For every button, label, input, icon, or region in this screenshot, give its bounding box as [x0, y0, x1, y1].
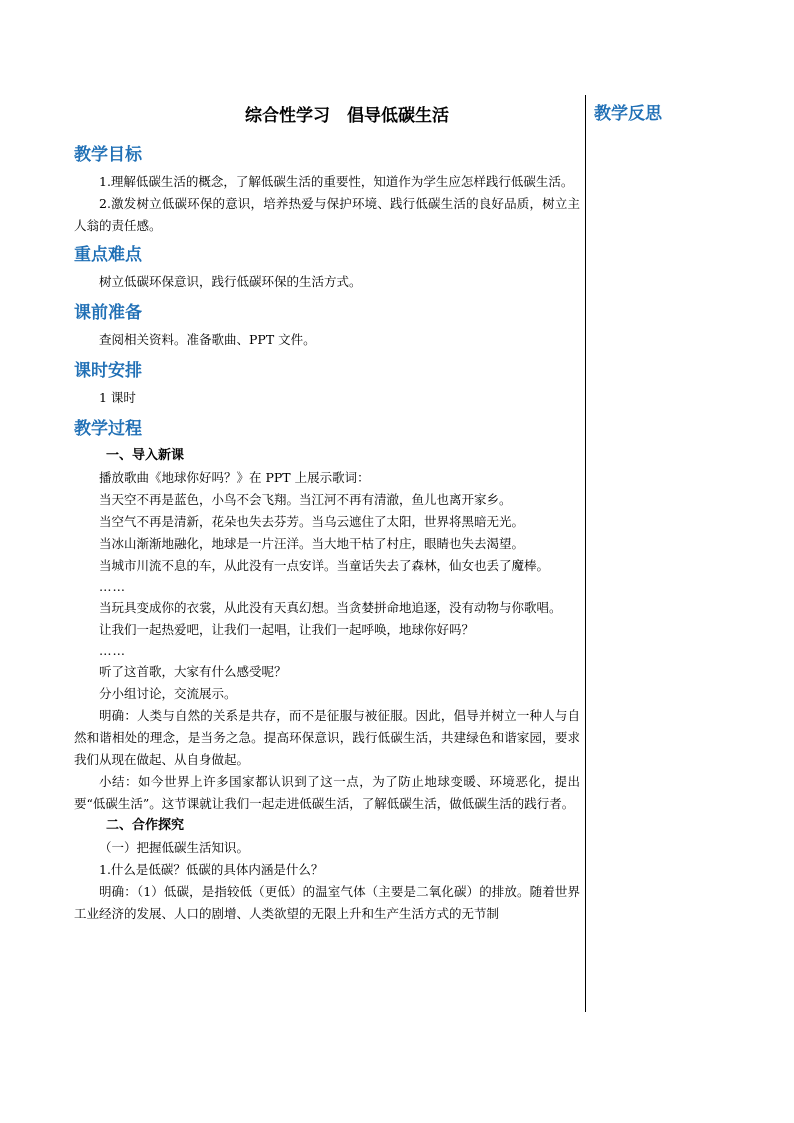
subheading-intro: 一、导入新课: [106, 448, 185, 463]
process-line: 1.什么是低碳？低碳的具体内涵是什么？: [99, 862, 324, 877]
section-heading-key-points: 重点难点: [74, 245, 142, 265]
section-heading-schedule: 课时安排: [74, 361, 142, 381]
lyric-line: 当城市川流不息的车，从此没有一点安详。当童话失去了森林，仙女也丢了魔棒。: [99, 558, 550, 573]
process-line: 播放歌曲《地球你好吗？》在 PPT 上展示歌词：: [99, 470, 370, 485]
section-heading-goals: 教学目标: [74, 145, 142, 165]
section-heading-process: 教学过程: [74, 419, 142, 439]
lesson-plan-body: [74, 100, 580, 1012]
lyric-line: 当空气不再是清新，花朵也失去芬芳。当乌云遮住了太阳，世界将黑暗无光。: [99, 514, 525, 529]
reflection-title: 教学反思: [594, 104, 662, 124]
column-divider: [585, 95, 586, 1012]
reflection-column: [594, 102, 754, 126]
process-line: 听了这首歌，大家有什么感受呢？: [99, 664, 287, 679]
process-line: 分小组讨论，交流展示。: [99, 686, 237, 701]
lyric-line: 当天空不再是蓝色，小鸟不会飞翔。当江河不再有清澈，鱼儿也离开家乡。: [99, 492, 512, 507]
process-line: 明确：（1）低碳，是指较低（更低）的温室气体（主要是二氧化碳）的排放。随着世界工业经济的发展、人口的剧增、人类欲望的无限上升和生产生活方式的无节制: [74, 884, 580, 921]
goals-paragraph-1: 1.理解低碳生活的概念，了解低碳生活的重要性，知道作为学生应怎样践行低碳生活。: [99, 174, 574, 189]
ellipsis: ……: [99, 579, 126, 594]
process-line: （一）把握低碳生活知识。: [99, 840, 250, 855]
document-title: 综合性学习 倡导低碳生活: [245, 106, 449, 126]
key-points-paragraph: 树立低碳环保意识，践行低碳环保的生活方式。: [99, 274, 362, 289]
schedule-paragraph: 1 课时: [99, 390, 136, 405]
lyric-line: 当玩具变成你的衣裳，从此没有天真幻想。当贪婪拼命地追逐，没有动物与你歌唱。: [99, 600, 562, 615]
subheading-cooperative-inquiry: 二、合作探究: [106, 818, 185, 833]
process-line: 小结：如今世界上许多国家都认识到了这一点，为了防止地球变暖、环境恶化，提出要“低碳生活”。这节课就让我们一起走进低碳生活，了解低碳生活，做低碳生活的践行者。: [74, 774, 580, 811]
process-line: 明确：人类与自然的关系是共存，而不是征服与被征服。因此，倡导并树立一种人与自然和谐相处的理念，是当务之急。提高环保意识，践行低碳生活，共建绿色和谐家园，要求我们从现在做起、从自身做起。: [74, 708, 580, 767]
lyric-line: 让我们一起热爱吧，让我们一起唱，让我们一起呼唤，地球你好吗？: [99, 622, 475, 637]
preparation-paragraph: 查阅相关资料。准备歌曲、PPT 文件。: [99, 332, 316, 347]
goals-paragraph-2: 2.激发树立低碳环保的意识，培养热爱与保护环境、践行低碳生活的良好品质，树立主人翁的责任感。: [74, 196, 580, 233]
section-heading-preparation: 课前准备: [74, 303, 142, 323]
ellipsis: ……: [99, 643, 126, 658]
lyric-line: 当冰山渐渐地融化，地球是一片汪洋。当大地干枯了村庄，眼睛也失去渴望。: [99, 536, 525, 551]
